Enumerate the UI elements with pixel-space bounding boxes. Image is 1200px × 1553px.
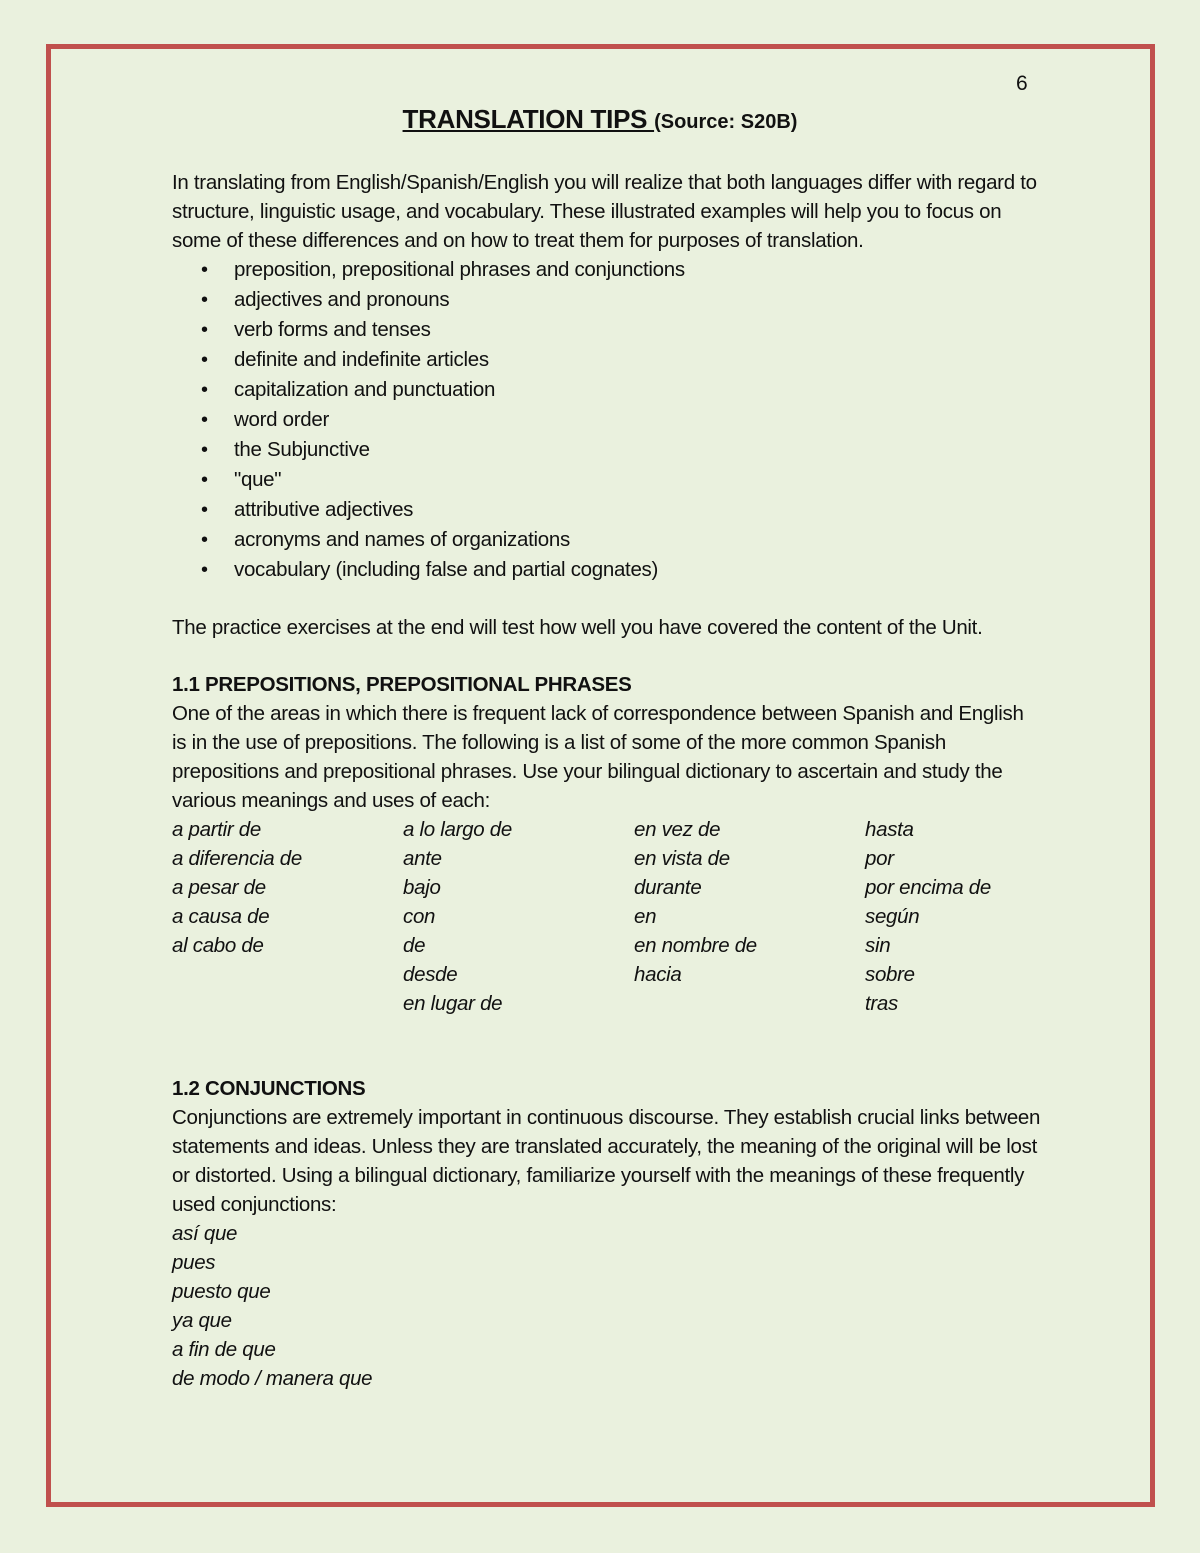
preposition-item: en nombre de (634, 934, 757, 957)
preposition-item: según (865, 905, 920, 928)
prepositions-column-3 (634, 815, 865, 1018)
preposition-item: durante (634, 876, 702, 899)
preposition-item: a partir de (172, 818, 262, 841)
conjunction-item: de modo / manera que (172, 1367, 373, 1390)
conjunction-item: así que (172, 1222, 238, 1245)
preposition-item: sin (865, 934, 891, 957)
preposition-item: al cabo de (172, 934, 264, 957)
preposition-item: de (403, 934, 426, 957)
preposition-item: ante (403, 847, 442, 870)
list-item: • vocabulary (including false and partial cognates) (234, 555, 1042, 585)
list-item: • the Subjunctive (234, 435, 1042, 465)
list-item: • acronyms and names of organizations (234, 525, 1042, 555)
list-item: • "que" (234, 465, 1042, 495)
topics-list (172, 255, 1042, 585)
preposition-item: en vez de (634, 818, 721, 841)
list-item: • adjectives and pronouns (234, 285, 1042, 315)
preposition-item: tras (865, 992, 898, 1015)
section-1-2-heading: 1.2 CONJUNCTIONS (172, 1077, 366, 1100)
preposition-item: desde (403, 963, 458, 986)
preposition-item: por encima de (865, 876, 992, 899)
intro-paragraph: In translating from English/Spanish/English you will realize that both languages differ with regard to structure, linguistic usage, and vocabulary. These illustrated examples will help you to focus on some of these differences and on how to treat them for purposes of translation. (172, 171, 1037, 252)
preposition-item: con (403, 905, 436, 928)
preposition-item: en vista de (634, 847, 730, 870)
conjunction-item: ya que (172, 1309, 232, 1332)
page-number: 6 (1016, 72, 1028, 95)
preposition-item: a lo largo de (403, 818, 512, 841)
list-item: • verb forms and tenses (234, 315, 1042, 345)
preposition-item: sobre (865, 963, 915, 986)
preposition-item: hasta (865, 818, 914, 841)
conjunction-item: pues (172, 1251, 216, 1274)
preposition-item: bajo (403, 876, 441, 899)
page-title: TRANSLATION TIPS (402, 104, 655, 134)
prepositions-column-2 (403, 815, 634, 1018)
preposition-item: en lugar de (403, 992, 503, 1015)
title-source: (Source: S20B) (654, 111, 798, 133)
preposition-item: hacia (634, 963, 682, 986)
prepositions-table (172, 815, 1042, 1018)
conjunction-item: puesto que (172, 1280, 271, 1303)
prepositions-column-4 (865, 815, 1042, 1018)
title-line (0, 104, 1200, 135)
preposition-item: a causa de (172, 905, 270, 928)
conjunction-item: a fin de que (172, 1338, 276, 1361)
preposition-item: a pesar de (172, 876, 266, 899)
preposition-item: por (865, 847, 894, 870)
section-1-1-text: One of the areas in which there is frequent lack of correspondence between Spanish and English is in the use of prepositions. The following is a list of some of the more common Spanish prepositions and prepositional phrases. Use your bilingual dictionary to ascertain and study the various meanings and uses of each: (172, 702, 1024, 812)
list-item: • capitalization and punctuation (234, 375, 1042, 405)
list-item: • preposition, prepositional phrases and conjunctions (234, 255, 1042, 285)
list-item: • word order (234, 405, 1042, 435)
section-1-1-heading: 1.1 PREPOSITIONS, PREPOSITIONAL PHRASES (172, 673, 632, 696)
preposition-item: en (634, 905, 657, 928)
conjunctions-list (172, 1219, 1042, 1393)
prepositions-column-1 (172, 815, 403, 1018)
document-body (172, 168, 1042, 1393)
list-item: • attributive adjectives (234, 495, 1042, 525)
section-1-2-text: Conjunctions are extremely important in continuous discourse. They establish crucial links between statements and ideas. Unless they are translated accurately, the meaning of the original will be lost or distorted. Using a bilingual dictionary, familiarize yourself with the meanings of these frequently used conjunctions: (172, 1106, 1041, 1216)
practice-paragraph: The practice exercises at the end will test how well you have covered the content of the Unit. (172, 616, 983, 639)
list-item: • definite and indefinite articles (234, 345, 1042, 375)
preposition-item: a diferencia de (172, 847, 302, 870)
